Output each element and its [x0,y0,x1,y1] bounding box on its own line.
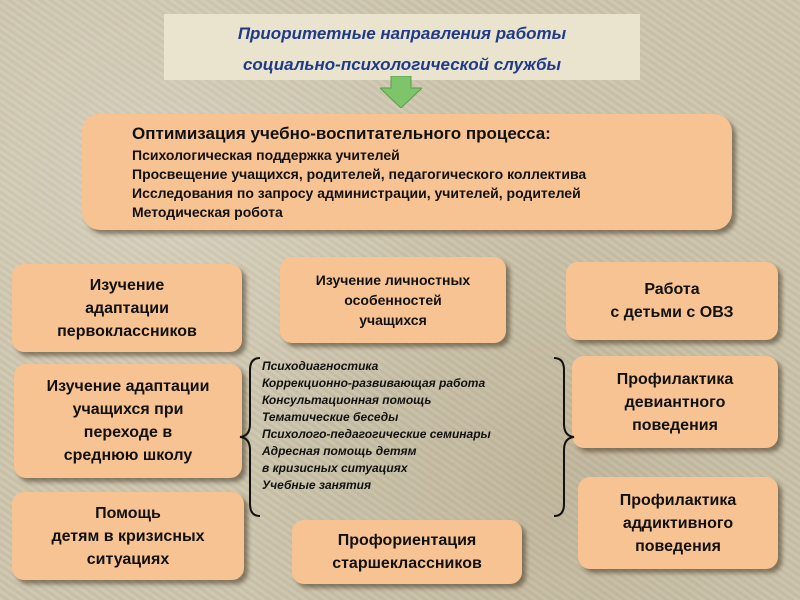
method-item: Консультационная помощь [262,393,432,407]
personality-label: Изучение личностных особенностей учащихся [315,272,471,328]
method-item: Тематические беседы [262,410,399,424]
middle-school-box [14,364,242,478]
ovz-label: Работа с детьми с ОВЗ [610,281,734,321]
method-item: Психодиагностика [262,359,379,373]
right-brace-icon [552,356,576,518]
main-item: Методическая робота [132,204,283,220]
method-item: Коррекционно-развивающая работа [262,376,486,390]
method-item: Психолого-педагогические семинары [262,427,491,441]
career-guidance-box [292,520,522,584]
main-item: Просвещение учащихся, родителей, педагогического коллектива [132,166,587,182]
crisis-help-box [12,492,244,580]
main-item: Психологическая поддержка учителей [132,147,400,163]
deviant-label: Профилактика девиантного поведения [616,370,734,434]
first-graders-label: Изучение адаптации первоклассников [57,276,197,340]
deviant-box [572,356,778,448]
main-optimization-box [82,114,732,230]
personality-box [280,257,506,343]
addictive-label: Профилактика аддиктивного поведения [619,491,737,555]
down-arrow-icon [380,76,422,108]
middle-school-label: Изучение адаптации учащихся при переходе в среднюю школу [46,378,210,464]
method-item: в кризисных ситуациях [262,461,408,475]
first-graders-box [12,264,242,352]
title-line-2: социально-психологической службы [242,55,562,74]
career-guidance-label: Профориентация старшеклассников [332,532,482,572]
crisis-help-label: Помощь детям в кризисных ситуациях [51,504,205,568]
addictive-box [578,477,778,569]
main-item: Исследования по запросу администрации, учителей, родителей [132,185,581,201]
method-item: Адресная помощь детям [262,444,417,458]
ovz-box [566,262,778,340]
method-item: Учебные занятия [262,478,372,492]
left-brace-icon [238,356,262,518]
title-line-1: Приоритетные направления работы [237,24,567,43]
title-box [164,14,640,80]
methods-list [262,358,562,494]
main-heading: Оптимизация учебно-воспитательного процесса: [132,124,551,143]
